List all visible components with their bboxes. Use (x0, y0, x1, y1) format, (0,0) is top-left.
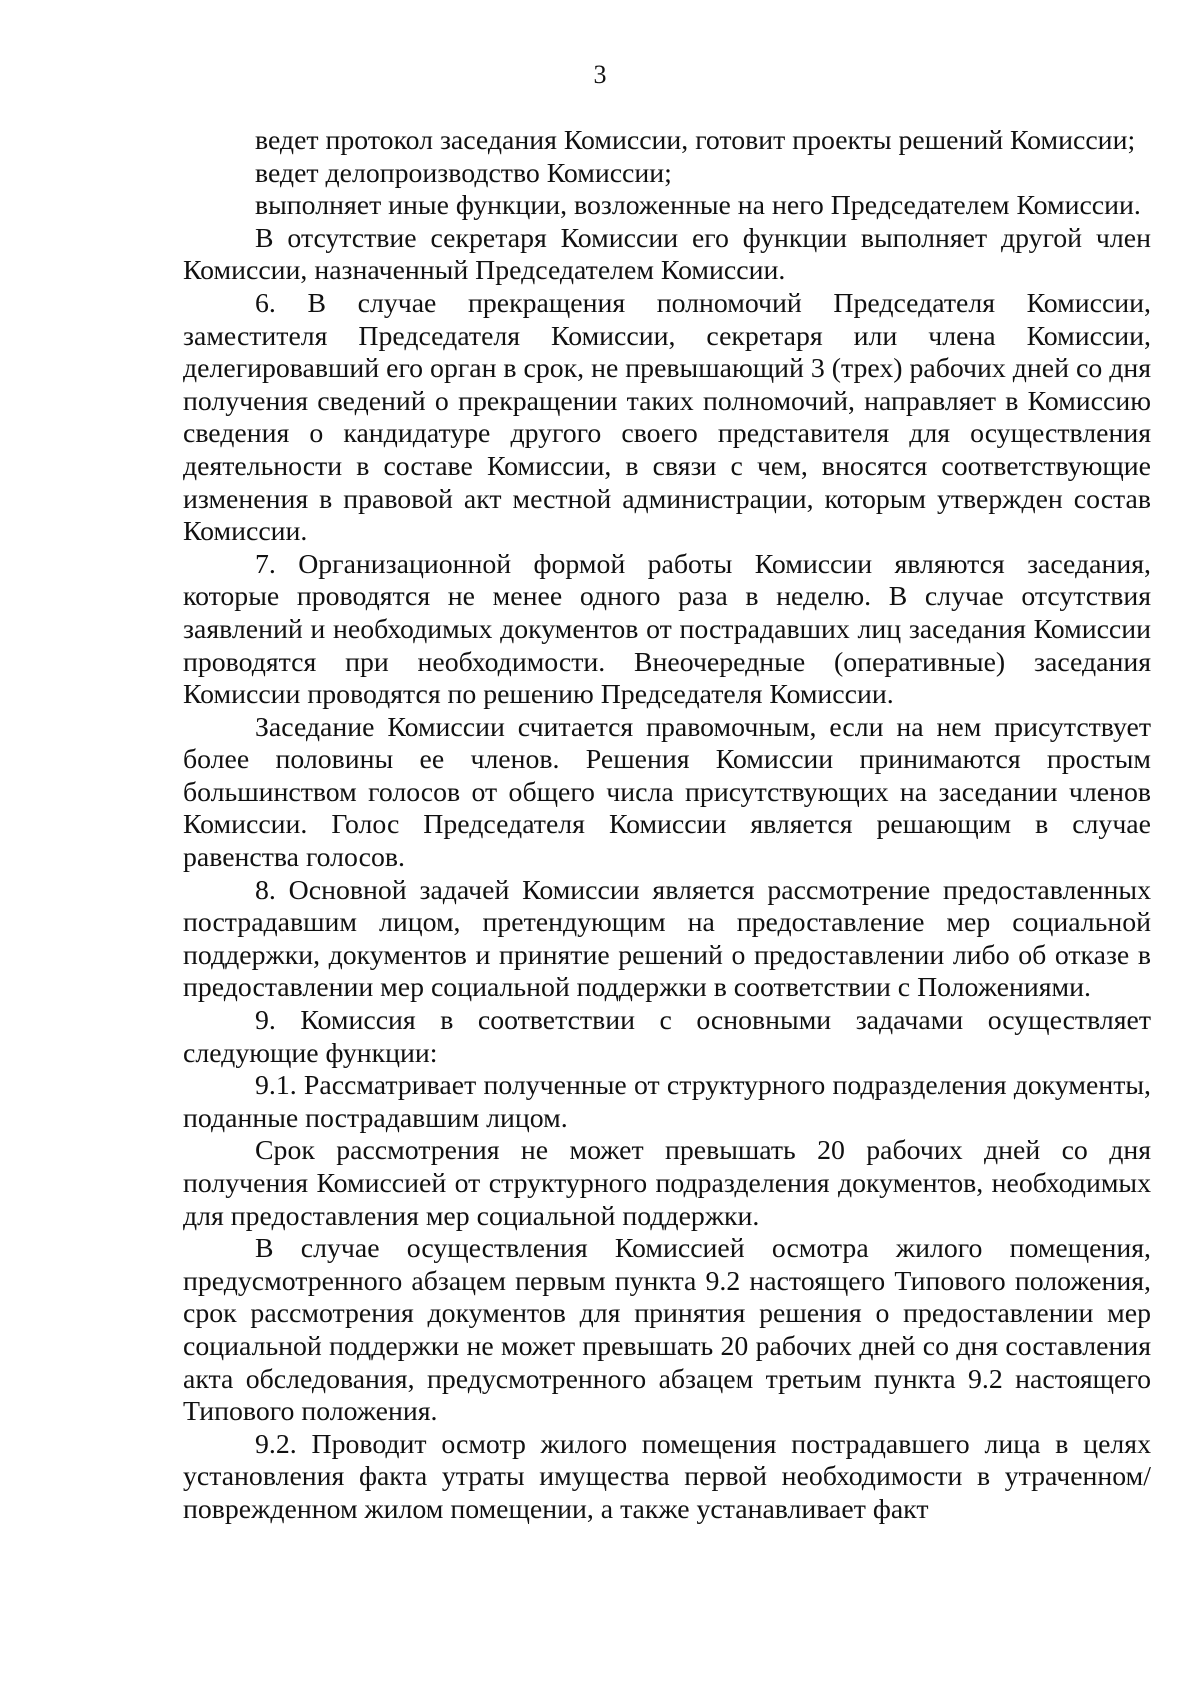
paragraph-inspection-term: В случае осуществления Комиссией осмотра жилого помещения, предусмотренного абзацем первым пункта 9.2 настоящего Типового положения, срок рассмотрения документов для принятия решения о предоставлении мер социальной поддержки не может превышать 20 рабочих дней со дня составления акта обследования, предусмотренного абзацем третьим пункта 9.2 настоящего Типового положения. (183, 1233, 1151, 1428)
paragraph-item-7: 7. Организационной формой работы Комиссии являются заседания, которые проводятся не менее одного раза в неделю. В случае отсутствия заявлений и необходимых документов от пострадавших лиц заседания Комиссии проводятся при необходимости. Внеочередные (оперативные) заседания Комиссии проводятся по решению Председателя Комиссии. (183, 548, 1151, 711)
paragraph-secretary-other-functions: выполняет иные функции, возложенные на него Председателем Комиссии. (255, 190, 1141, 222)
paragraph-item-6: 6. В случае прекращения полномочий Председателя Комиссии, заместителя Председателя Комиссии, секретаря или члена Комиссии, делегировавший его орган в срок, не превышающий 3 (трех) рабочих дней со дня получения сведений о прекращении таких полномочий, направляет в Комиссию сведения о кандидатуре другого своего представителя для осуществления деятельности в составе Комиссии, в связи с чем, вносятся соответствующие изменения в правовой акт местной администрации, которым утвержден состав Комиссии. (183, 287, 1151, 548)
paragraph-item-9-2: 9.2. Проводит осмотр жилого помещения пострадавшего лица в целях установления факта утраты имущества первой необходимости в утраченном/поврежденном жилом помещении, а также устанавливает факт (183, 1428, 1151, 1525)
paragraph-item-9-1: 9.1. Рассматривает полученные от структурного подразделения документы, поданные пострадавшим лицом. (183, 1070, 1151, 1134)
paragraph-item-8: 8. Основной задачей Комиссии является рассмотрение предоставленных пострадавшим лицом, претендующим на предоставление мер социальной поддержки, документов и принятие решений о предоставлении либо об отказе в предоставлении мер социальной поддержки в соответствии с Положениями. (183, 874, 1151, 1004)
paragraph-quorum: Заседание Комиссии считается правомочным, если на нем присутствует более половины ее членов. Решения Комиссии принимаются простым большинством голосов от общего числа присутствующих на заседании членов Комиссии. Голос Председателя Комиссии является решающим в случае равенства голосов. (183, 711, 1151, 874)
paragraph-item-9: 9. Комиссия в соответствии с основными задачами осуществляет следующие функции: (183, 1005, 1151, 1069)
paragraph-review-term: Срок рассмотрения не может превышать 20 рабочих дней со дня получения Комиссией от структурного подразделения документов, необходимых для предоставления мер социальной поддержки. (183, 1135, 1151, 1232)
paragraph-secretary-absence: В отсутствие секретаря Комиссии его функции выполняет другой член Комиссии, назначенный Председателем Комиссии. (183, 222, 1151, 287)
paragraph-secretary-protocol: ведет протокол заседания Комиссии, готовит проекты решений Комиссии; (255, 125, 1136, 156)
page-number: 3 (593, 60, 607, 89)
paragraph-secretary-records: ведет делопроизводство Комиссии; (255, 157, 672, 189)
document-body (183, 125, 1151, 1527)
